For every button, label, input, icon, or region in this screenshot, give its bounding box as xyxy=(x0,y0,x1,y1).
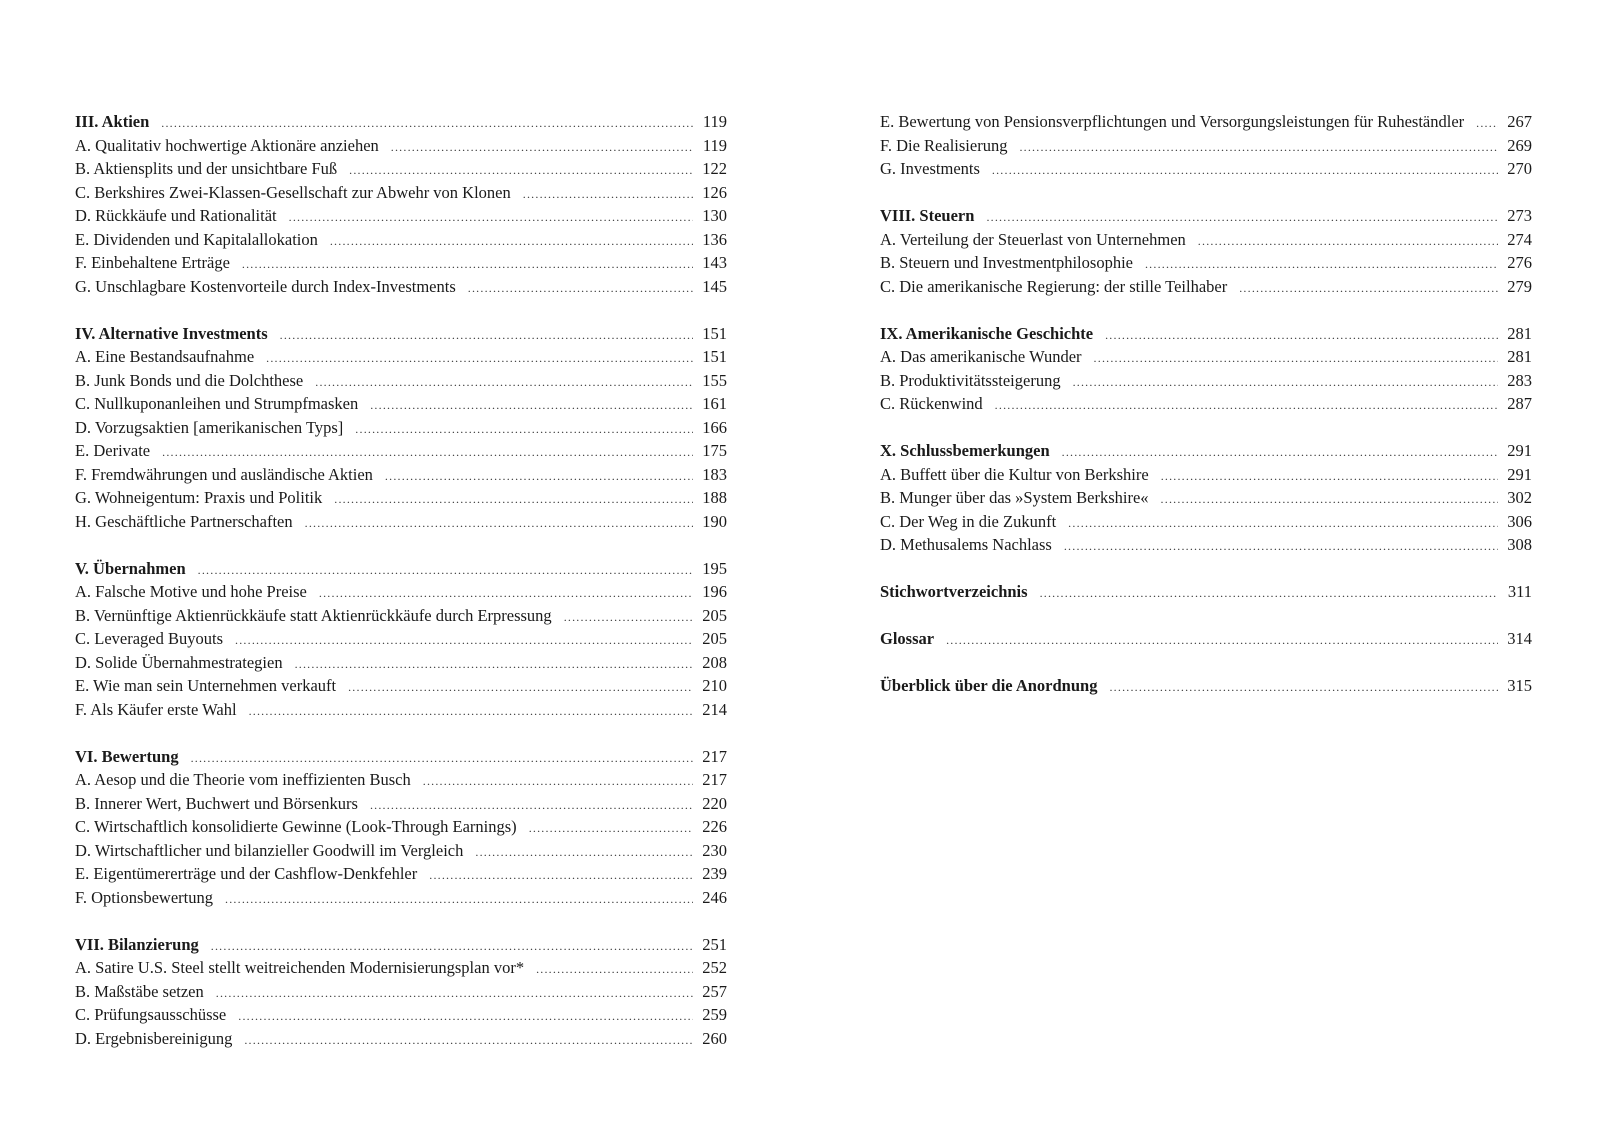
dot-leader xyxy=(1073,371,1498,395)
dot-leader xyxy=(992,159,1498,183)
dot-leader xyxy=(238,1005,693,1029)
page-number: 252 xyxy=(702,958,727,977)
page-number: 195 xyxy=(702,558,727,578)
dot-leader xyxy=(1161,465,1498,489)
page-number: 291 xyxy=(1507,464,1532,484)
dot-leader xyxy=(1068,512,1498,536)
toc-entry xyxy=(75,369,727,393)
page-number: 130 xyxy=(702,206,727,225)
entry-title: E. Eigentümererträge und der Cashflow-Denkfehler xyxy=(75,864,418,883)
dot-leader xyxy=(211,935,693,959)
toc-section-heading xyxy=(880,627,1532,651)
toc-section xyxy=(880,627,1532,651)
entry-title: H. Geschäftliche Partnerschaften xyxy=(75,511,293,531)
page-number: 281 xyxy=(1507,323,1532,343)
toc-entry xyxy=(75,416,727,440)
dot-leader xyxy=(235,629,693,653)
toc-entry xyxy=(75,839,727,863)
toc-entry xyxy=(75,228,727,252)
entry-title: D. Rückkäufe und Rationalität xyxy=(75,206,277,225)
section-title: III. Aktien xyxy=(75,112,150,131)
toc-entry xyxy=(75,392,727,416)
dot-leader xyxy=(1198,230,1498,254)
page-number: 279 xyxy=(1507,276,1532,296)
page-number: 267 xyxy=(1507,112,1532,131)
entry-title: A. Das amerikanische Wunder xyxy=(880,347,1082,366)
section-title: VI. Bewertung xyxy=(75,746,179,766)
page-number: 143 xyxy=(702,253,727,272)
toc-entry xyxy=(75,580,727,604)
toc-section-heading xyxy=(880,322,1532,346)
dot-leader xyxy=(536,958,693,982)
entry-title: G. Investments xyxy=(880,159,980,178)
dot-leader xyxy=(523,183,693,207)
entry-title: A. Falsche Motive und hohe Preise xyxy=(75,582,307,601)
section-title: Stichwortverzeichnis xyxy=(880,582,1028,601)
entry-title: E. Wie man sein Unternehmen verkauft xyxy=(75,676,337,695)
toc-section xyxy=(880,580,1532,604)
toc-section xyxy=(75,933,727,1051)
entry-title: B. Innerer Wert, Buchwert und Börsenkurs xyxy=(75,793,358,813)
entry-title: B. Maßstäbe setzen xyxy=(75,981,204,1001)
dot-leader xyxy=(1161,488,1498,512)
dot-leader xyxy=(946,629,1498,653)
dot-leader xyxy=(1476,112,1498,136)
dot-leader xyxy=(1062,441,1498,465)
page-number: 122 xyxy=(702,159,727,178)
page-number: 126 xyxy=(702,182,727,202)
page-number: 217 xyxy=(702,746,727,766)
toc-section-heading xyxy=(75,933,727,957)
entry-title: C. Die amerikanische Regierung: der stille Teilhaber xyxy=(880,276,1228,296)
toc-entry xyxy=(880,110,1532,134)
toc-entry xyxy=(75,157,727,181)
entry-title: A. Qualitativ hochwertige Aktionäre anziehen xyxy=(75,135,379,155)
page-number: 190 xyxy=(702,511,727,531)
toc-entry xyxy=(880,533,1532,557)
toc-entry xyxy=(880,251,1532,275)
page-number: 314 xyxy=(1507,629,1532,648)
toc-entry xyxy=(75,792,727,816)
entry-title: F. Optionsbewertung xyxy=(75,887,214,907)
page-number: 291 xyxy=(1507,441,1532,460)
entry-title: F. Als Käufer erste Wahl xyxy=(75,699,237,719)
toc-section-heading xyxy=(880,674,1532,698)
dot-leader xyxy=(1040,582,1498,606)
toc-section xyxy=(880,322,1532,416)
dot-leader xyxy=(349,159,693,183)
toc-entry xyxy=(75,134,727,158)
toc-section xyxy=(880,110,1532,181)
toc-section-heading xyxy=(75,557,727,581)
toc-entry xyxy=(75,886,727,910)
dot-leader xyxy=(1109,676,1498,700)
toc-entry xyxy=(880,228,1532,252)
dot-leader xyxy=(468,277,693,301)
toc-entry xyxy=(75,956,727,980)
toc-entry xyxy=(75,439,727,463)
toc-section xyxy=(75,557,727,722)
dot-leader xyxy=(995,394,1498,418)
toc-entry xyxy=(75,674,727,698)
dot-leader xyxy=(355,418,693,442)
section-title: IX. Amerikanische Geschichte xyxy=(880,323,1094,343)
section-title: VIII. Steuern xyxy=(880,206,975,225)
entry-title: E. Bewertung von Pensionsverpflichtungen und Versorgungsleistungen für Ruheständler xyxy=(880,112,1465,131)
dot-leader xyxy=(249,700,693,724)
page-number: 246 xyxy=(702,887,727,907)
dot-leader xyxy=(370,794,693,818)
entry-title: C. Leveraged Buyouts xyxy=(75,629,224,648)
dot-leader xyxy=(1019,136,1498,160)
dot-leader xyxy=(1145,253,1498,277)
page-number: 273 xyxy=(1507,206,1532,225)
toc-right-column xyxy=(880,110,1532,721)
toc-entry xyxy=(75,275,727,299)
entry-title: A. Satire U.S. Steel stellt weitreichenden Modernisierungsplan vor* xyxy=(75,958,525,977)
page-number: 274 xyxy=(1507,229,1532,249)
entry-title: D. Solide Übernahmestrategien xyxy=(75,652,283,672)
toc-section-heading xyxy=(75,110,727,134)
entry-title: A. Buffett über die Kultur von Berkshire xyxy=(880,464,1149,484)
entry-title: B. Produktivitätssteigerung xyxy=(880,370,1061,390)
dot-leader xyxy=(529,817,693,841)
page-number: 257 xyxy=(702,981,727,1001)
page-number: 214 xyxy=(702,699,727,719)
dot-leader xyxy=(242,253,693,277)
toc-entry xyxy=(880,486,1532,510)
toc-entry xyxy=(75,627,727,651)
toc-entry xyxy=(75,486,727,510)
toc-section-heading xyxy=(75,322,727,346)
toc-entry xyxy=(75,815,727,839)
page-number: 217 xyxy=(702,770,727,789)
dot-leader xyxy=(280,324,693,348)
page-number: 155 xyxy=(702,370,727,390)
toc-section xyxy=(75,110,727,298)
section-title: Überblick über die Anordnung xyxy=(880,676,1098,695)
page-number: 119 xyxy=(702,135,727,155)
entry-title: B. Junk Bonds und die Dolchthese xyxy=(75,370,304,390)
entry-title: C. Der Weg in die Zukunft xyxy=(880,511,1057,531)
page-number: 119 xyxy=(702,112,727,131)
toc-entry xyxy=(75,1027,727,1051)
page-number: 175 xyxy=(702,441,727,460)
toc-entry xyxy=(75,604,727,628)
page-number: 136 xyxy=(702,229,727,249)
entry-title: A. Aesop und die Theorie vom ineffizienten Busch xyxy=(75,770,411,789)
toc-entry xyxy=(75,181,727,205)
page-number: 287 xyxy=(1507,394,1532,413)
page-number: 188 xyxy=(702,488,727,507)
page-number: 302 xyxy=(1507,488,1532,507)
toc-entry xyxy=(880,463,1532,487)
entry-title: C. Wirtschaftlich konsolidierte Gewinne (Look-Through Earnings) xyxy=(75,817,517,836)
dot-leader xyxy=(348,676,693,700)
entry-title: A. Eine Bestandsaufnahme xyxy=(75,347,255,366)
section-title: X. Schlussbemerkungen xyxy=(880,441,1050,460)
toc-entry xyxy=(75,251,727,275)
entry-title: E. Dividenden und Kapitalallokation xyxy=(75,229,318,249)
dot-leader xyxy=(1064,535,1498,559)
dot-leader xyxy=(289,206,693,230)
toc-entry xyxy=(75,345,727,369)
dot-leader xyxy=(475,841,693,865)
page-number: 260 xyxy=(702,1028,727,1048)
toc-entry xyxy=(75,698,727,722)
entry-title: F. Einbehaltene Erträge xyxy=(75,253,230,272)
toc-section xyxy=(880,204,1532,298)
dot-leader xyxy=(391,136,693,160)
entry-title: D. Ergebnisbereinigung xyxy=(75,1028,233,1048)
dot-leader xyxy=(162,441,693,465)
page-number: 306 xyxy=(1507,511,1532,531)
page-number: 205 xyxy=(702,605,727,625)
page-number: 145 xyxy=(702,276,727,296)
page-number: 161 xyxy=(702,394,727,413)
toc-entry xyxy=(75,204,727,228)
toc-entry xyxy=(75,510,727,534)
toc-section xyxy=(75,745,727,910)
page-number: 259 xyxy=(702,1005,727,1024)
section-title: V. Übernahmen xyxy=(75,558,186,578)
toc-section-heading xyxy=(880,580,1532,604)
page-number: 269 xyxy=(1507,135,1532,155)
toc-section-heading xyxy=(880,439,1532,463)
dot-leader xyxy=(244,1029,693,1053)
dot-leader xyxy=(266,347,693,371)
entry-title: G. Wohneigentum: Praxis und Politik xyxy=(75,488,323,507)
page-number: 283 xyxy=(1507,370,1532,390)
dot-leader xyxy=(385,465,693,489)
toc-entry xyxy=(75,862,727,886)
section-title: Glossar xyxy=(880,629,935,648)
page-number: 226 xyxy=(702,817,727,836)
page-number: 166 xyxy=(702,417,727,437)
dot-leader xyxy=(305,512,693,536)
toc-section-heading xyxy=(75,745,727,769)
dot-leader xyxy=(334,488,693,512)
entry-title: F. Die Realisierung xyxy=(880,135,1008,155)
entry-title: F. Fremdwährungen und ausländische Aktien xyxy=(75,464,373,484)
page-number: 208 xyxy=(702,652,727,672)
entry-title: D. Vorzugsaktien [amerikanischen Typs] xyxy=(75,417,344,437)
page-number: 220 xyxy=(702,793,727,813)
toc-entry xyxy=(880,392,1532,416)
page-number: 308 xyxy=(1507,535,1532,554)
toc-entry xyxy=(880,345,1532,369)
dot-leader xyxy=(370,394,693,418)
dot-leader xyxy=(319,582,693,606)
entry-title: B. Steuern und Investmentphilosophie xyxy=(880,253,1133,272)
page-number: 281 xyxy=(1507,347,1532,366)
dot-leader xyxy=(330,230,693,254)
toc-entry xyxy=(75,768,727,792)
entry-title: D. Methusalems Nachlass xyxy=(880,535,1052,554)
toc-entry xyxy=(75,980,727,1004)
page-number: 183 xyxy=(702,464,727,484)
entry-title: D. Wirtschaftlicher und bilanzieller Goodwill im Vergleich xyxy=(75,840,464,860)
page-number: 210 xyxy=(702,676,727,695)
dot-leader xyxy=(315,371,693,395)
toc-section xyxy=(75,322,727,534)
dot-leader xyxy=(1105,324,1498,348)
dot-leader xyxy=(429,864,693,888)
entry-title: A. Verteilung der Steuerlast von Unternehmen xyxy=(880,229,1186,249)
dot-leader xyxy=(986,206,1498,230)
toc-entry xyxy=(75,1003,727,1027)
entry-title: E. Derivate xyxy=(75,441,151,460)
page-number: 230 xyxy=(702,840,727,860)
page-number: 270 xyxy=(1507,159,1532,178)
toc-entry xyxy=(880,157,1532,181)
page-number: 151 xyxy=(702,323,727,343)
toc-entry xyxy=(75,463,727,487)
page-number: 205 xyxy=(702,629,727,648)
page-number: 311 xyxy=(1507,582,1532,601)
entry-title: C. Prüfungsausschüsse xyxy=(75,1005,227,1024)
toc-section-heading xyxy=(880,204,1532,228)
toc-section xyxy=(880,439,1532,557)
toc-entry xyxy=(880,510,1532,534)
dot-leader xyxy=(161,112,693,136)
entry-title: C. Nullkuponanleihen und Strumpfmasken xyxy=(75,394,359,413)
dot-leader xyxy=(1094,347,1498,371)
toc-entry xyxy=(75,651,727,675)
dot-leader xyxy=(295,653,693,677)
entry-title: B. Vernünftige Aktienrückkäufe statt Aktienrückkäufe durch Erpressung xyxy=(75,605,552,625)
dot-leader xyxy=(1239,277,1498,301)
entry-title: G. Unschlagbare Kostenvorteile durch Index-Investments xyxy=(75,276,456,296)
section-title: IV. Alternative Investments xyxy=(75,323,268,343)
dot-leader xyxy=(191,747,693,771)
dot-leader xyxy=(564,606,693,630)
toc-entry xyxy=(880,369,1532,393)
page-number: 315 xyxy=(1507,676,1532,695)
entry-title: B. Munger über das »System Berkshire« xyxy=(880,488,1149,507)
page-number: 239 xyxy=(702,864,727,883)
page-number: 196 xyxy=(702,582,727,601)
dot-leader xyxy=(225,888,693,912)
page-number: 276 xyxy=(1507,253,1532,272)
entry-title: C. Berkshires Zwei-Klassen-Gesellschaft zur Abwehr von Klonen xyxy=(75,182,511,202)
dot-leader xyxy=(216,982,693,1006)
entry-title: C. Rückenwind xyxy=(880,394,983,413)
entry-title: B. Aktiensplits und der unsichtbare Fuß xyxy=(75,159,338,178)
dot-leader xyxy=(198,559,693,583)
page-number: 151 xyxy=(702,347,727,366)
toc-entry xyxy=(880,275,1532,299)
toc-entry xyxy=(880,134,1532,158)
toc-left-column xyxy=(75,110,727,1074)
section-title: VII. Bilanzierung xyxy=(75,934,199,954)
dot-leader xyxy=(423,770,693,794)
toc-section xyxy=(880,674,1532,698)
page-number: 251 xyxy=(702,934,727,954)
